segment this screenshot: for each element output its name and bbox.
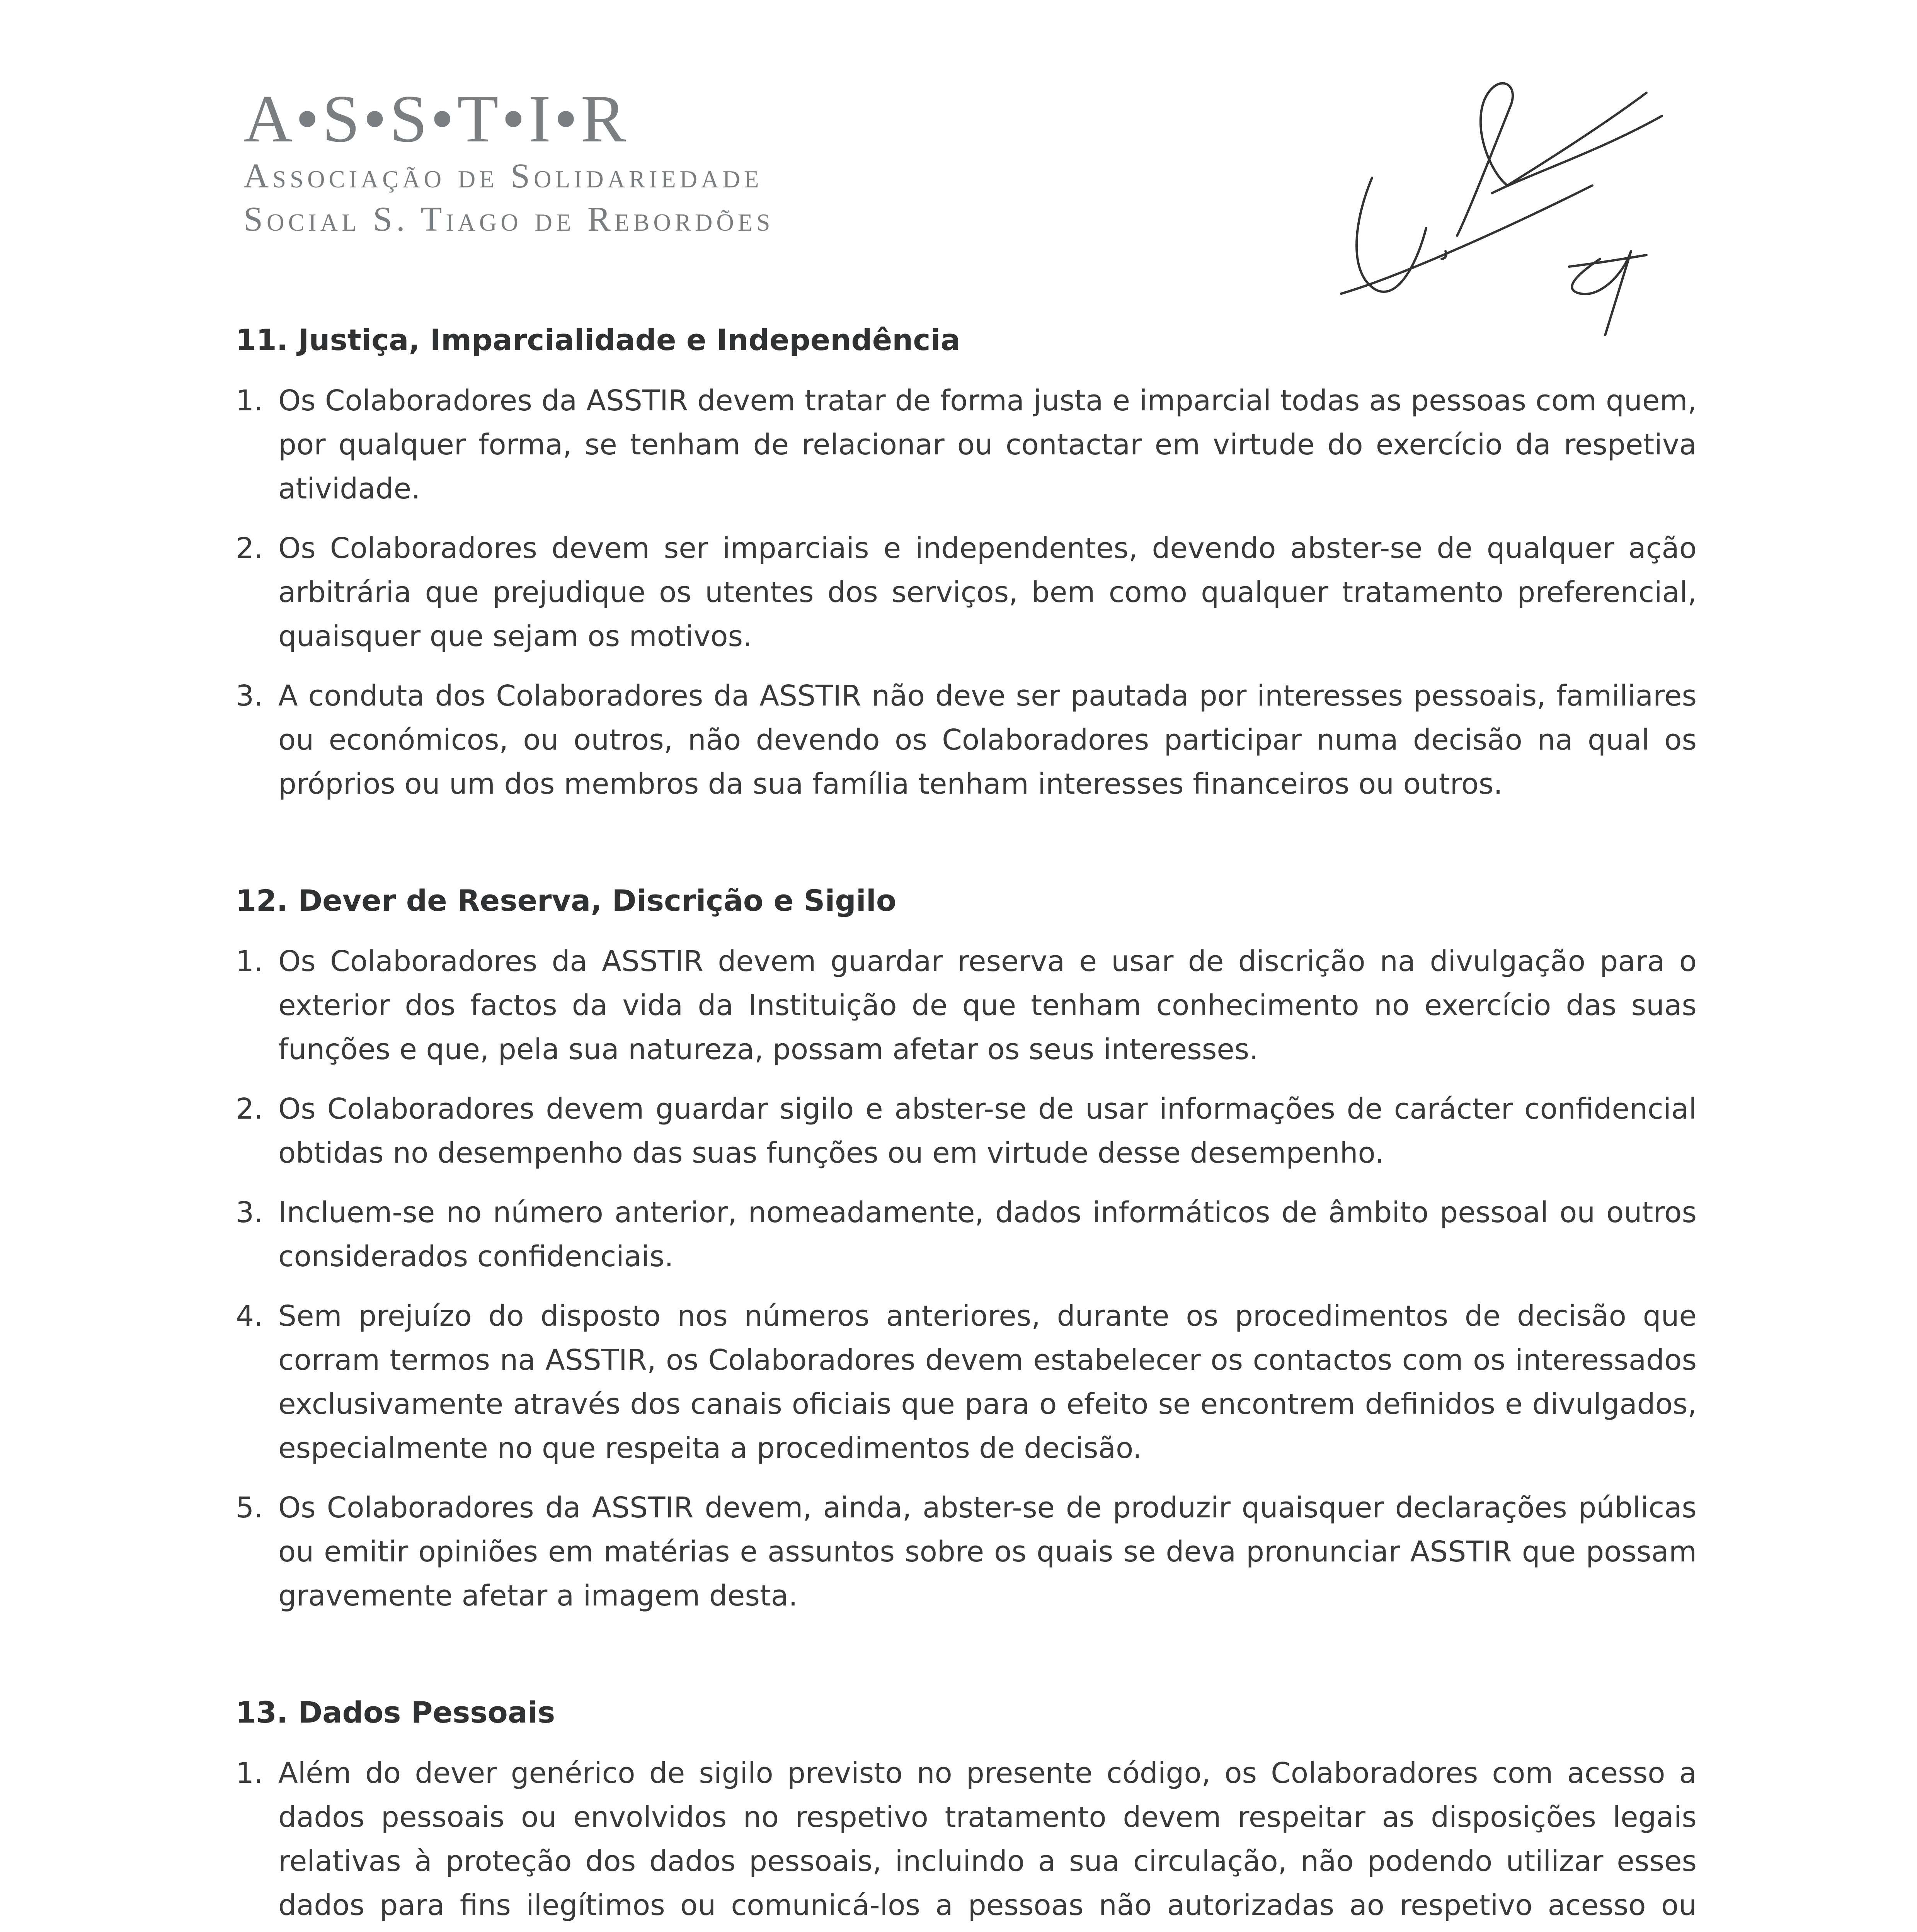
item-text: Sem prejuízo do disposto nos números anteriores, durante os procedimentos de decisão que corram termos na ASSTIR, os Colaboradores devem estabelecer os contactos com os interessados exclusivamente através dos canais oficiais que para o efeito se encontrem definidos e divulgados, especialmente no que respeita a procedimentos de decisão. xyxy=(278,1299,1697,1465)
list-item xyxy=(236,1294,1697,1470)
section-title: 12. Dever de Reserva, Discrição e Sigilo xyxy=(236,883,897,918)
section-13 xyxy=(236,1689,1697,1932)
list-item xyxy=(236,674,1697,806)
item-number: 1. xyxy=(236,384,263,417)
section-list xyxy=(236,939,1697,1618)
item-text: Além do dever genérico de sigilo previsto no presente código, os Colaboradores com acesso a dados pessoais ou envolvidos no respetivo tratamento devem respeitar as disposições legais relativas à proteção dos dados pessoais, incluindo a sua circulação, não podendo utilizar esses dados para fins ilegítimos ou comunicá-los a pessoas não autorizadas ao respetivo acesso ou xyxy=(278,1757,1697,1922)
document-body xyxy=(236,317,1697,1932)
logo-subtitle-line1: Associação de Solidariedade xyxy=(243,157,763,195)
list-item xyxy=(236,1751,1697,1932)
section-list xyxy=(236,379,1697,806)
item-text: Os Colaboradores da ASSTIR devem, ainda, abster-se de produzir quaisquer declarações públicas ou emitir opiniões em matérias e assuntos sobre os quais se deva pronunciar ASSTIR que possam gravemente afetar a imagem desta. xyxy=(278,1491,1697,1612)
list-item xyxy=(236,379,1697,511)
item-number: 4. xyxy=(236,1299,263,1333)
item-text: Os Colaboradores devem ser imparciais e independentes, devendo abster-se de qualquer ação arbitrária que prejudique os utentes dos serviços, bem como qualquer tratamento preferencial, quaisquer que sejam os motivos. xyxy=(278,532,1697,653)
item-number: 2. xyxy=(236,532,263,565)
list-item xyxy=(236,939,1697,1071)
item-text: A conduta dos Colaboradores da ASSTIR não deve ser pautada por interesses pessoais, familiares ou económicos, ou outros, não devendo os Colaboradores participar numa decisão na qual os próprios ou um dos membros da sua família tenham interesses financeiros ou outros. xyxy=(278,679,1697,801)
item-number: 1. xyxy=(236,1757,263,1790)
item-number: 5. xyxy=(236,1491,263,1524)
item-text: Os Colaboradores devem guardar sigilo e abster-se de usar informações de carácter confidencial obtidas no desempenho das suas funções ou em virtude desse desempenho. xyxy=(278,1092,1697,1170)
item-number: 3. xyxy=(236,1196,263,1229)
letterhead xyxy=(243,83,862,241)
list-item xyxy=(236,1486,1697,1618)
list-item xyxy=(236,526,1697,658)
item-text: Os Colaboradores da ASSTIR devem guardar reserva e usar de discrição na divulgação para o exterior dos factos da vida da Instituição de que tenham conhecimento no exercício das suas funções e que, pela sua natureza, possam afetar os seus interesses. xyxy=(278,945,1697,1066)
list-item xyxy=(236,1190,1697,1279)
section-list xyxy=(236,1751,1697,1932)
item-text: Os Colaboradores da ASSTIR devem tratar de forma justa e imparcial todas as pessoas com quem, por qualquer forma, se tenham de relacionar ou contactar em virtude do exercício da respetiva atividade. xyxy=(278,384,1697,505)
item-number: 2. xyxy=(236,1092,263,1126)
section-12 xyxy=(236,878,1697,1618)
item-number: 3. xyxy=(236,679,263,713)
logo-subtitle-line2: Social S. Tiago de Rebordões xyxy=(243,200,774,238)
section-11 xyxy=(236,317,1697,806)
signature-icon xyxy=(1330,58,1677,336)
list-item xyxy=(236,1087,1697,1175)
section-title: 13. Dados Pessoais xyxy=(236,1695,555,1730)
logo-title: A•S•S•T•I•R xyxy=(243,81,629,156)
item-text: Incluem-se no número anterior, nomeadamente, dados informáticos de âmbito pessoal ou outros considerados confidenciais. xyxy=(278,1196,1697,1273)
section-title: 11. Justiça, Imparcialidade e Independência xyxy=(236,323,960,357)
item-number: 1. xyxy=(236,945,263,978)
